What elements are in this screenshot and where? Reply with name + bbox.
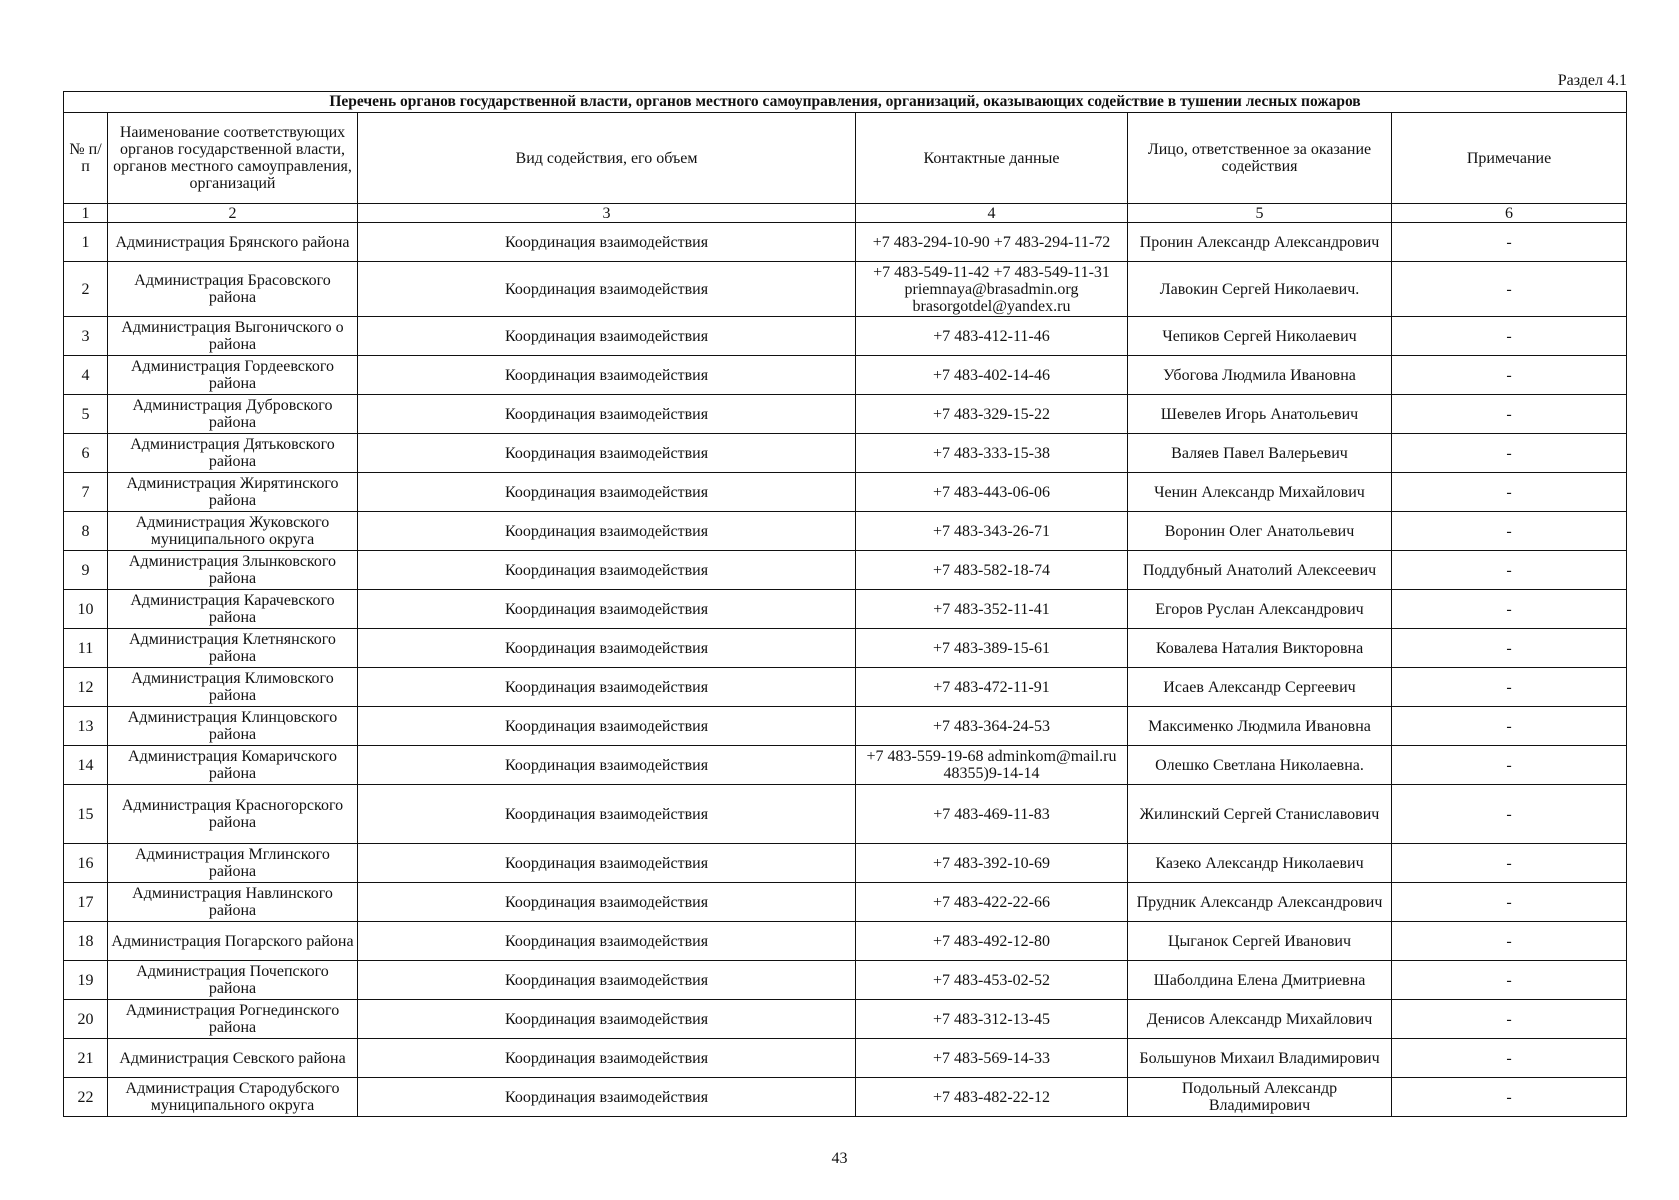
table-row [64,434,1627,473]
row-number: 13 [64,707,108,746]
organization-name: Администрация Погарского района [108,922,358,961]
responsible-person: Исаев Александр Сергеевич [1128,668,1392,707]
responsible-person: Убогова Людмила Ивановна [1128,356,1392,395]
organization-name: Администрация Брянского района [108,223,358,262]
table-row [64,785,1627,844]
table-row [64,961,1627,1000]
row-number: 21 [64,1039,108,1078]
assistance-type: Координация взаимодействия [358,844,856,883]
note: - [1392,395,1627,434]
note: - [1392,844,1627,883]
contact-details: +7 483-352-11-41 [856,590,1128,629]
header-contacts: Контактные данные [856,113,1128,204]
responsible-person: Чепиков Сергей Николаевич [1128,317,1392,356]
contact-details: +7 483-569-14-33 [856,1039,1128,1078]
contact-details: +7 483-582-18-74 [856,551,1128,590]
note: - [1392,551,1627,590]
responsible-person: Поддубный Анатолий Алексеевич [1128,551,1392,590]
assistance-type: Координация взаимодействия [358,473,856,512]
table-row [64,668,1627,707]
note: - [1392,1039,1627,1078]
assistance-type: Координация взаимодействия [358,1078,856,1117]
column-number: 5 [1128,204,1392,223]
column-number: 2 [108,204,358,223]
organization-name: Администрация Клетнянского района [108,629,358,668]
contact-details: +7 483-559-19-68 adminkom@mail.ru 48355)9-14-14 [856,746,1128,785]
responsible-person: Шевелев Игорь Анатольевич [1128,395,1392,434]
assistance-type: Координация взаимодействия [358,512,856,551]
note: - [1392,668,1627,707]
organization-name: Администрация Рогнединского района [108,1000,358,1039]
note: - [1392,223,1627,262]
column-number-row [64,204,1627,223]
note: - [1392,1078,1627,1117]
table-row [64,356,1627,395]
contact-details: +7 483-482-22-12 [856,1078,1128,1117]
assistance-type: Координация взаимодействия [358,746,856,785]
assistance-type: Координация взаимодействия [358,590,856,629]
organization-name: Администрация Карачевского района [108,590,358,629]
organization-name: Администрация Комаричского района [108,746,358,785]
row-number: 7 [64,473,108,512]
note: - [1392,317,1627,356]
table-row [64,1078,1627,1117]
table-row [64,317,1627,356]
column-number: 6 [1392,204,1627,223]
table-row [64,551,1627,590]
header-assistance-type: Вид содействия, его объем [358,113,856,204]
organization-name: Администрация Почепского района [108,961,358,1000]
responsible-person: Цыганок Сергей Иванович [1128,922,1392,961]
responsible-person: Егоров Руслан Александрович [1128,590,1392,629]
assistance-type: Координация взаимодействия [358,668,856,707]
note: - [1392,1000,1627,1039]
assistance-type: Координация взаимодействия [358,629,856,668]
contact-details: +7 483-343-26-71 [856,512,1128,551]
table-row [64,512,1627,551]
note: - [1392,512,1627,551]
contact-details: +7 483-402-14-46 [856,356,1128,395]
note: - [1392,473,1627,512]
row-number: 15 [64,785,108,844]
table-row [64,473,1627,512]
organization-name: Администрация Стародубского муниципального округа [108,1078,358,1117]
assistance-type: Координация взаимодействия [358,707,856,746]
note: - [1392,590,1627,629]
responsible-person: Ченин Александр Михайлович [1128,473,1392,512]
assistance-type: Координация взаимодействия [358,922,856,961]
row-number: 12 [64,668,108,707]
row-number: 8 [64,512,108,551]
table-header-row [64,113,1627,204]
section-label: Раздел 4.1 [1557,72,1627,89]
responsible-person: Денисов Александр Михайлович [1128,1000,1392,1039]
note: - [1392,629,1627,668]
responsible-person: Казеко Александр Николаевич [1128,844,1392,883]
organization-name: Администрация Навлинского района [108,883,358,922]
assistance-type: Координация взаимодействия [358,356,856,395]
responsible-person: Большунов Михаил Владимирович [1128,1039,1392,1078]
row-number: 6 [64,434,108,473]
row-number: 11 [64,629,108,668]
responsible-person: Ковалева Наталия Викторовна [1128,629,1392,668]
contact-details: +7 483-389-15-61 [856,629,1128,668]
row-number: 17 [64,883,108,922]
assistance-type: Координация взаимодействия [358,883,856,922]
row-number: 16 [64,844,108,883]
table-row [64,629,1627,668]
contact-details: +7 483-364-24-53 [856,707,1128,746]
note: - [1392,262,1627,317]
table-row [64,262,1627,317]
assistance-type: Координация взаимодействия [358,1039,856,1078]
responsible-person: Шаболдина Елена Дмитриевна [1128,961,1392,1000]
organization-name: Администрация Климовского района [108,668,358,707]
row-number: 3 [64,317,108,356]
row-number: 18 [64,922,108,961]
contact-details: +7 483-333-15-38 [856,434,1128,473]
organization-name: Администрация Гордеевского района [108,356,358,395]
row-number: 14 [64,746,108,785]
contact-details: +7 483-472-11-91 [856,668,1128,707]
responsible-person: Валяев Павел Валерьевич [1128,434,1392,473]
responsible-person: Максименко Людмила Ивановна [1128,707,1392,746]
note: - [1392,356,1627,395]
organization-name: Администрация Дубровского района [108,395,358,434]
responsible-person: Олешко Светлана Николаевна. [1128,746,1392,785]
header-responsible-person: Лицо, ответственное за оказание содействия [1128,113,1392,204]
assistance-type: Координация взаимодействия [358,223,856,262]
note: - [1392,961,1627,1000]
note: - [1392,785,1627,844]
table-body [64,223,1627,1117]
organization-name: Администрация Жирятинского района [108,473,358,512]
row-number: 10 [64,590,108,629]
organization-name: Администрация Жуковского муниципального округа [108,512,358,551]
assistance-type: Координация взаимодействия [358,434,856,473]
organization-name: Администрация Дятьковского района [108,434,358,473]
responsible-person: Воронин Олег Анатольевич [1128,512,1392,551]
contact-details: +7 483-329-15-22 [856,395,1128,434]
note: - [1392,746,1627,785]
organization-name: Администрация Севского района [108,1039,358,1078]
organization-name: Администрация Брасовского района [108,262,358,317]
contact-details: +7 483-469-11-83 [856,785,1128,844]
header-organization: Наименование соответствующих органов государственной власти, органов местного самоуправления, организаций [108,113,358,204]
contact-details: +7 483-412-11-46 [856,317,1128,356]
note: - [1392,434,1627,473]
responsible-person: Подольный Александр Владимирович [1128,1078,1392,1117]
contact-details: +7 483-549-11-42 +7 483-549-11-31 priemnaya@brasadmin.org brasorgotdel@yandex.ru [856,262,1128,317]
table-row [64,707,1627,746]
responsible-person: Пронин Александр Александрович [1128,223,1392,262]
contact-details: +7 483-443-06-06 [856,473,1128,512]
table-row [64,1000,1627,1039]
note: - [1392,707,1627,746]
table-row [64,223,1627,262]
row-number: 20 [64,1000,108,1039]
assistance-type: Координация взаимодействия [358,551,856,590]
table-row [64,922,1627,961]
assistance-type: Координация взаимодействия [358,317,856,356]
row-number: 1 [64,223,108,262]
note: - [1392,922,1627,961]
organization-name: Администрация Выгоничского о района [108,317,358,356]
assistance-type: Координация взаимодействия [358,961,856,1000]
assistance-type: Координация взаимодействия [358,262,856,317]
contact-details: +7 483-492-12-80 [856,922,1128,961]
row-number: 22 [64,1078,108,1117]
assistance-type: Координация взаимодействия [358,785,856,844]
organizations-table [63,91,1627,1117]
contact-details: +7 483-453-02-52 [856,961,1128,1000]
organization-name: Администрация Красногорского района [108,785,358,844]
row-number: 5 [64,395,108,434]
column-number: 1 [64,204,108,223]
table-row [64,746,1627,785]
assistance-type: Координация взаимодействия [358,1000,856,1039]
contact-details: +7 483-312-13-45 [856,1000,1128,1039]
responsible-person: Жилинский Сергей Станиславович [1128,785,1392,844]
column-number: 3 [358,204,856,223]
table-row [64,590,1627,629]
column-number: 4 [856,204,1128,223]
page-number: 43 [831,1150,848,1167]
table-title: Перечень органов государственной власти, органов местного самоуправления, организаций, оказывающих содействие в тушении лесных пожаров [64,92,1627,113]
note: - [1392,883,1627,922]
organization-name: Администрация Клинцовского района [108,707,358,746]
row-number: 19 [64,961,108,1000]
organization-name: Администрация Злынковского района [108,551,358,590]
table-row [64,1039,1627,1078]
contact-details: +7 483-392-10-69 [856,844,1128,883]
table-row [64,395,1627,434]
contact-details: +7 483-422-22-66 [856,883,1128,922]
row-number: 4 [64,356,108,395]
table-row [64,844,1627,883]
contact-details: +7 483-294-10-90 +7 483-294-11-72 [856,223,1128,262]
row-number: 9 [64,551,108,590]
responsible-person: Прудник Александр Александрович [1128,883,1392,922]
assistance-type: Координация взаимодействия [358,395,856,434]
header-note: Примечание [1392,113,1627,204]
table-title-row [64,92,1627,113]
organization-name: Администрация Мглинского района [108,844,358,883]
responsible-person: Лавокин Сергей Николаевич. [1128,262,1392,317]
row-number: 2 [64,262,108,317]
header-number: № п/п [64,113,108,204]
table-row [64,883,1627,922]
